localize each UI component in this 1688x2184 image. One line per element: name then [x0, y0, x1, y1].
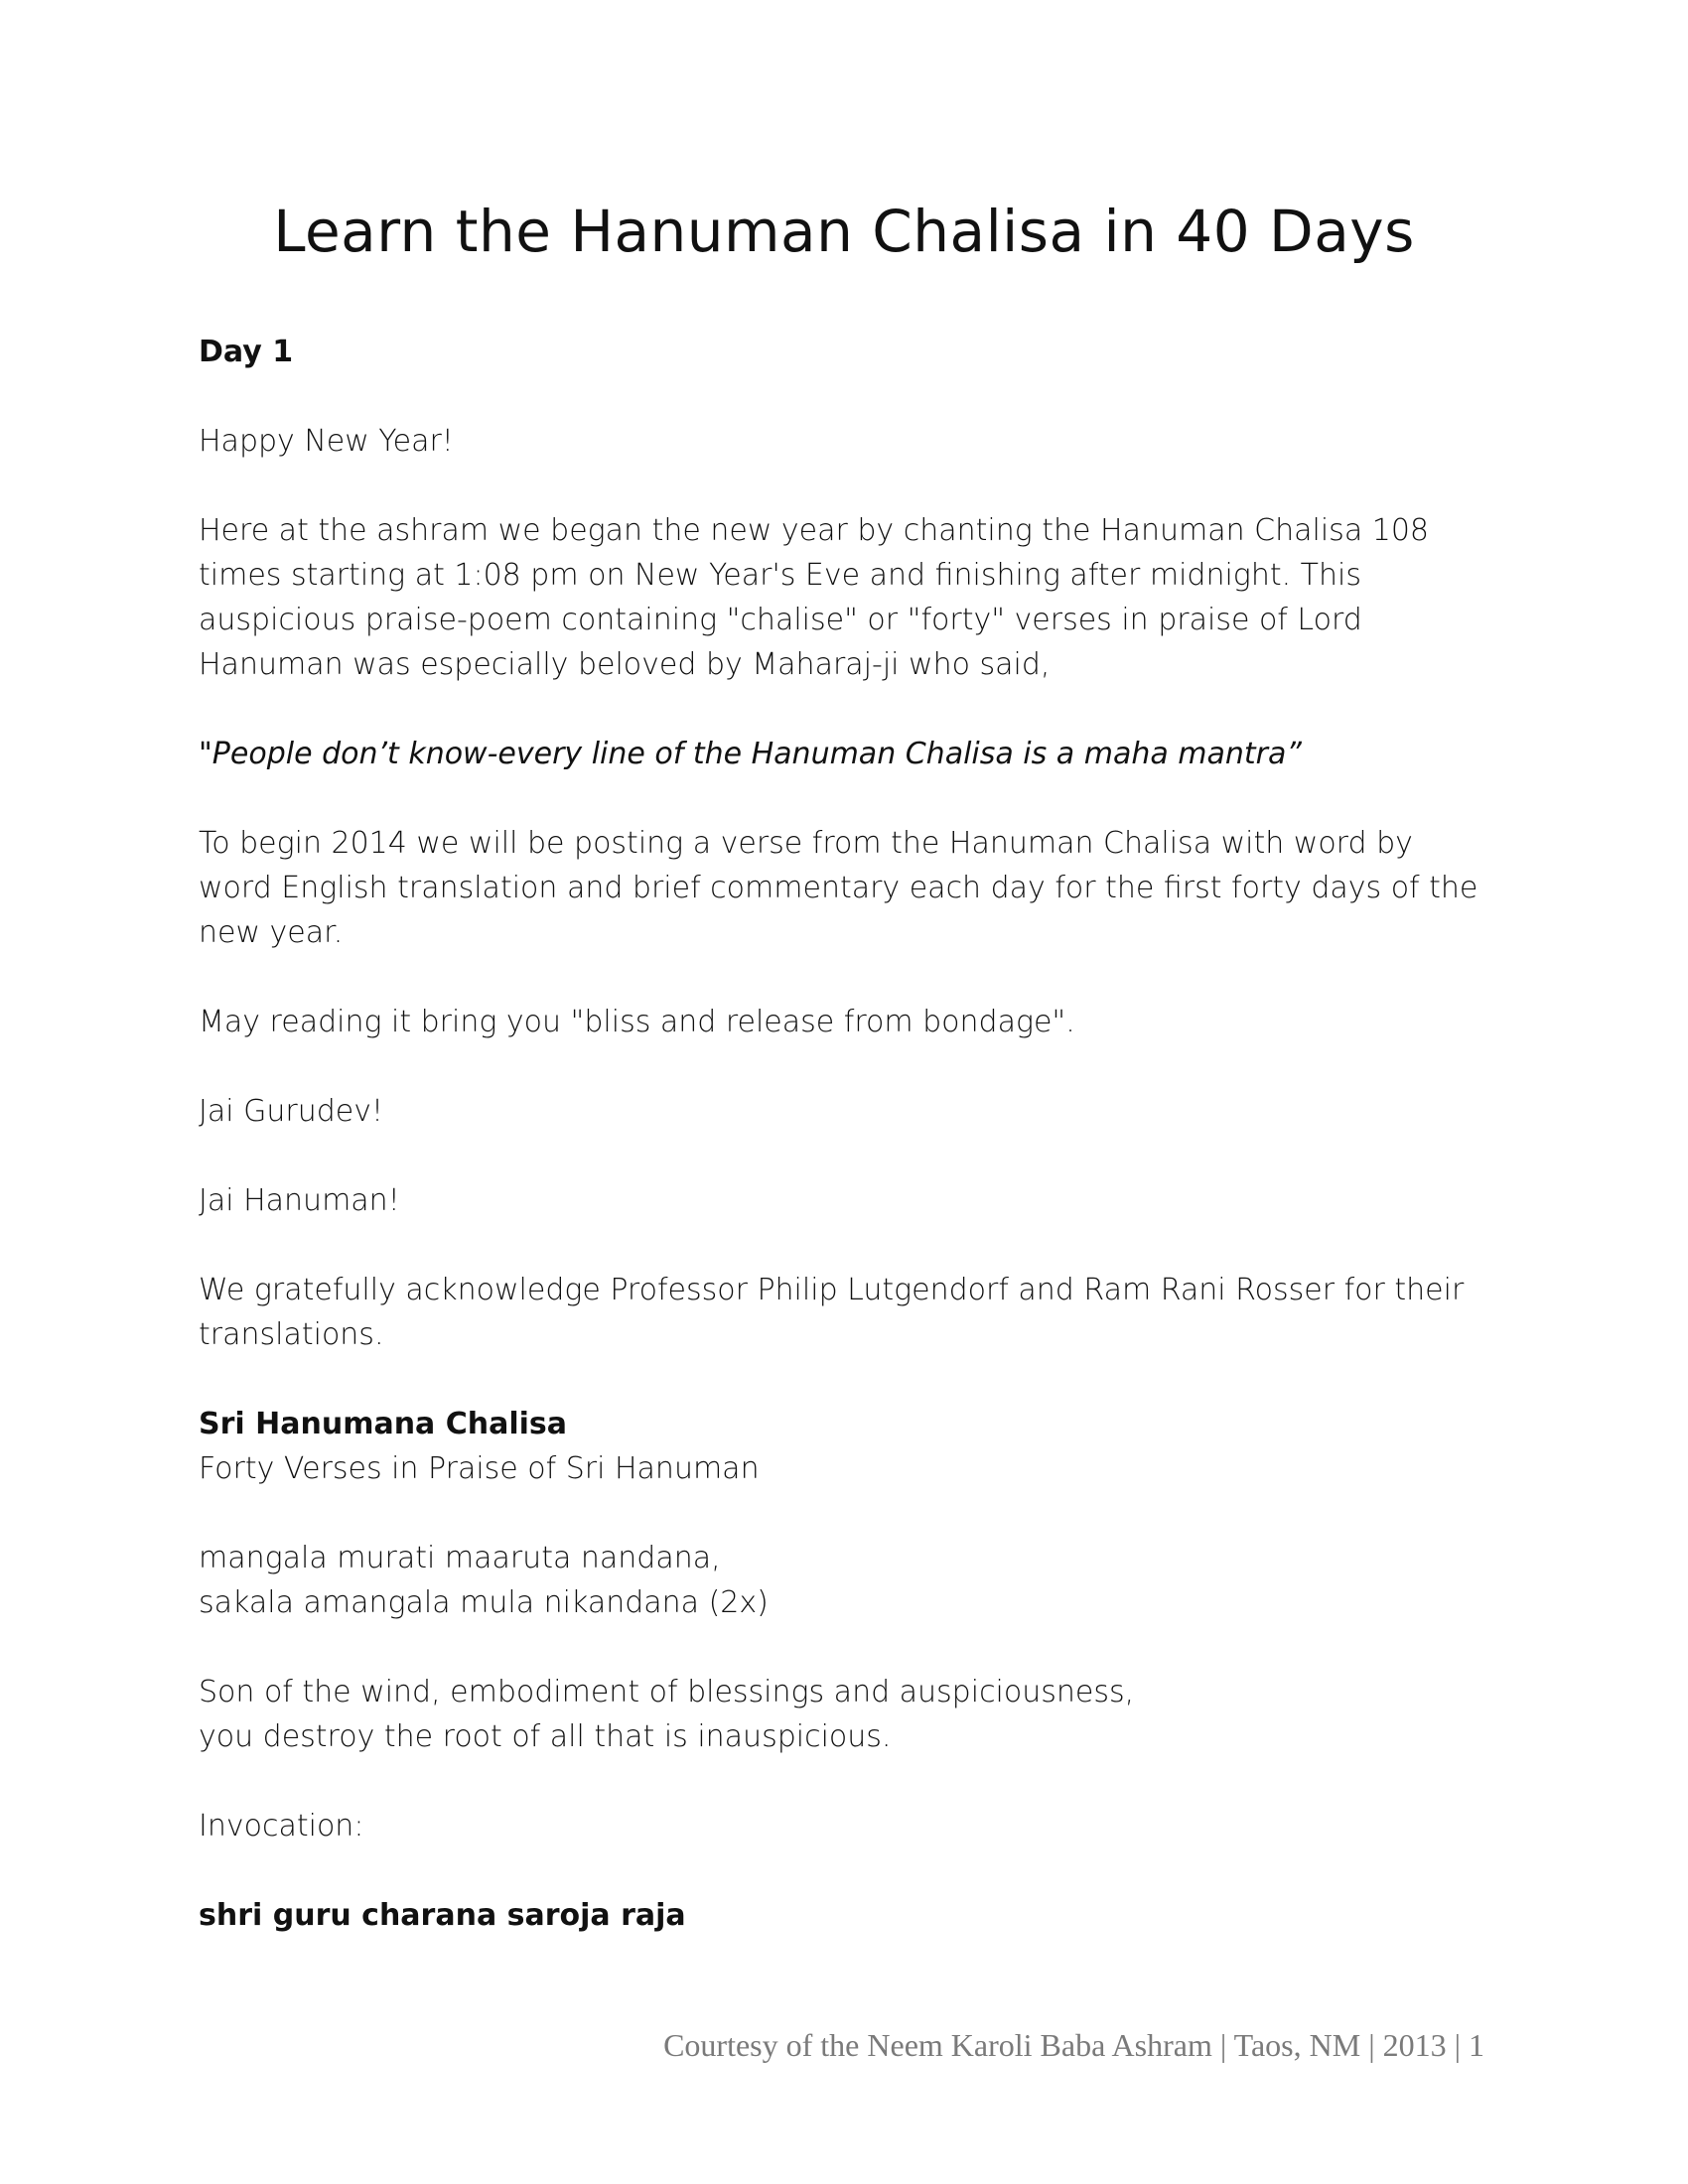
intro-line: Here at the ashram we began the new year by chanting the Hanuman Chalisa 108	[199, 513, 1429, 548]
acknowledgement-line: translations.	[199, 1317, 384, 1352]
verse-line: sakala amangala mula nikandana (2x)	[199, 1585, 769, 1620]
chalisa-intro	[199, 1402, 1489, 1491]
greeting: Happy New Year!	[199, 424, 454, 459]
blessing-line: May reading it bring you "bliss and release from bondage".	[199, 1005, 1075, 1039]
plan-line: new year.	[199, 915, 344, 950]
page-footer: Courtesy of the Neem Karoli Baba Ashram | Taos, NM | 2013 | 1	[663, 2027, 1484, 2063]
jai-gurudev: Jai Gurudev!	[199, 1094, 383, 1129]
intro-line: auspicious praise-poem containing "chalise" or "forty" verses in praise of Lord	[199, 603, 1362, 637]
translation-line: Son of the wind, embodiment of blessings and auspiciousness,	[199, 1675, 1135, 1709]
day-heading: Day 1	[199, 335, 294, 369]
plan-line: word English translation and brief commentary each day for the first forty days of the	[199, 871, 1478, 905]
invocation-label: Invocation:	[199, 1809, 364, 1843]
plan-line: To begin 2014 we will be posting a verse from the Hanuman Chalisa with word by	[199, 826, 1413, 861]
page-title: Learn the Hanuman Chalisa in 40 Days	[273, 198, 1415, 265]
intro-line: times starting at 1:08 pm on New Year's Eve and finishing after midnight. This	[199, 558, 1361, 593]
chalisa-heading: Sri Hanumana Chalisa	[199, 1407, 568, 1441]
acknowledgement-line: We gratefully acknowledge Professor Philip Lutgendorf and Ram Rani Rosser for their	[199, 1273, 1465, 1307]
plan-paragraph	[199, 821, 1489, 955]
chalisa-subtitle: Forty Verses in Praise of Sri Hanuman	[199, 1451, 760, 1486]
maharaj-ji-quote: "People don’t know-every line of the Hanuman Chalisa is a maha mantra”	[199, 737, 1302, 771]
intro-paragraph	[199, 508, 1489, 687]
verse-line: mangala murati maaruta nandana,	[199, 1541, 721, 1575]
translation-line: you destroy the root of all that is inauspicious.	[199, 1719, 892, 1754]
acknowledgement-paragraph	[199, 1268, 1489, 1357]
intro-line: Hanuman was especially beloved by Maharaj-ji who said,	[199, 647, 1051, 682]
document-body	[199, 330, 1489, 1938]
invocation-line: shri guru charana saroja raja	[199, 1898, 686, 1933]
jai-hanuman: Jai Hanuman!	[199, 1183, 400, 1218]
verse-transliteration	[199, 1536, 1489, 1625]
verse-translation	[199, 1670, 1489, 1759]
